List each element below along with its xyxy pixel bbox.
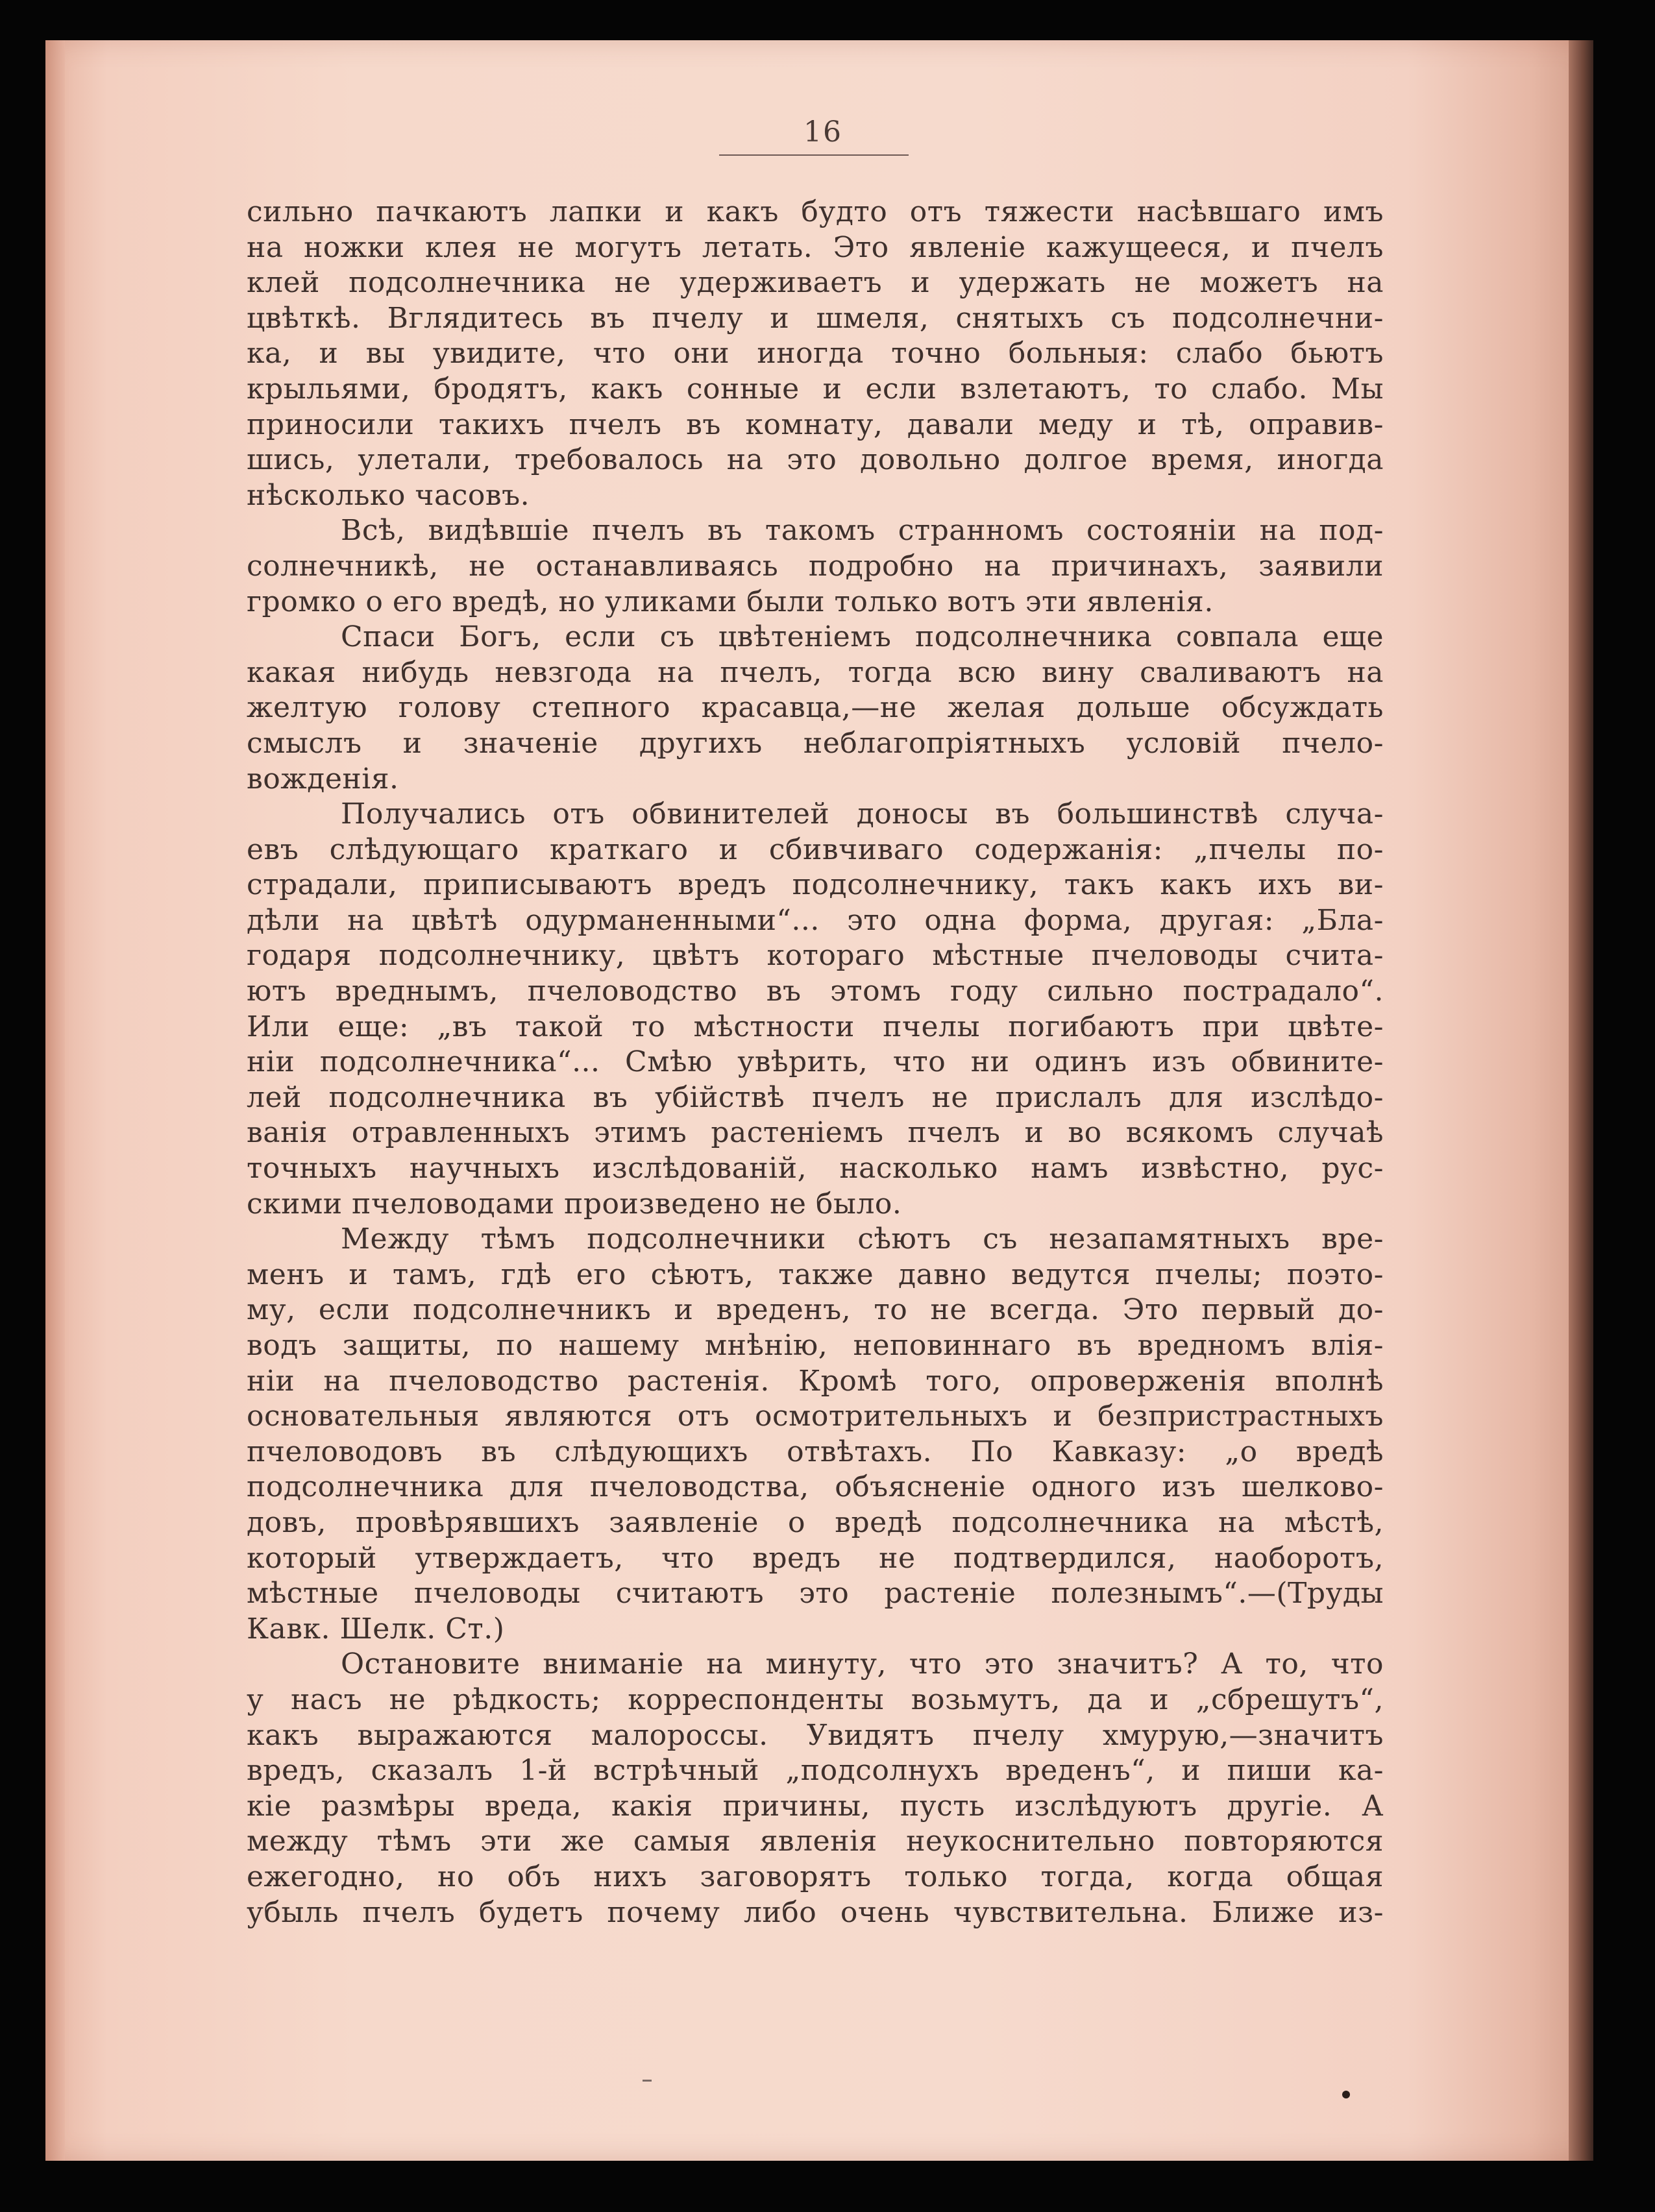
text-line: ежегодно, но объ нихъ заговорятъ только тогда, когда общая (247, 1860, 1384, 1893)
text-line: убыль пчелъ будетъ почему либо очень чувствительна. Ближе из- (247, 1895, 1384, 1929)
text-line: приносили такихъ пчелъ въ комнату, давали меду и тѣ, оправив- (247, 407, 1384, 441)
text-line: ютъ вреднымъ, пчеловодство въ этомъ году сильно пострадало“. (247, 975, 1384, 1008)
text-line: подсолнечника для пчеловодства, объясненіе одного изъ шелково- (247, 1470, 1384, 1504)
text-line: нѣсколько часовъ. (247, 478, 530, 512)
text-line: вожденія. (247, 762, 399, 796)
text-line: дѣли на цвѣтѣ одурманенными“... это одна форма, другая: „Бла- (247, 903, 1384, 937)
paragraph-start-line: Остановите вниманіе на минуту, что это значитъ? А то, что (341, 1647, 1384, 1681)
text-line: смыслъ и значеніе другихъ неблагопріятныхъ условій пчело- (247, 726, 1384, 760)
text-line: страдали, приписываютъ вредъ подсолнечнику, такъ какъ ихъ ви- (247, 868, 1384, 902)
text-line: водъ защиты, по нашему мнѣнію, неповиннаго въ вредномъ влія- (247, 1329, 1384, 1362)
text-line: который утверждаетъ, что вредъ не подтвердился, наоборотъ, (247, 1541, 1384, 1575)
text-line: менъ и тамъ, гдѣ его сѣютъ, также давно ведутся пчелы; поэто- (247, 1258, 1384, 1291)
text-line: мѣстные пчеловоды считаютъ это растеніе полезнымъ“.—(Труды (247, 1577, 1384, 1610)
page-binding-edge (1569, 40, 1593, 2161)
text-line: пчеловодовъ въ слѣдующихъ отвѣтахъ. По Кавказу: „о вредѣ (247, 1435, 1384, 1468)
text-line: вредъ, сказалъ 1-й встрѣчный „подсолнухъ вреденъ“, и пиши ка- (247, 1754, 1384, 1788)
paper-speck (643, 2080, 652, 2082)
text-line: на ножки клея не могутъ летать. Это явленіе кажущееся, и пчелъ (247, 230, 1384, 264)
paragraph-start-line: Между тѣмъ подсолнечники сѣютъ съ незапамятныхъ вре- (341, 1222, 1384, 1256)
text-line: довъ, провѣрявшихъ заявленіе о вредѣ подсолнечника на мѣстѣ, (247, 1505, 1384, 1539)
paragraph-start-line: Спаси Богъ, если съ цвѣтеніемъ подсолнечника совпала еще (341, 620, 1384, 654)
page-number: 16 (803, 115, 842, 149)
body-text (247, 195, 1384, 1930)
text-line: ніи на пчеловодство растенія. Кромѣ того, опроверженія вполнѣ (247, 1364, 1384, 1398)
text-line: евъ слѣдующаго краткаго и сбивчиваго содержанія: „пчелы по- (247, 833, 1384, 866)
text-line: лей подсолнечника въ убійствѣ пчелъ не прислалъ для изслѣдо- (247, 1080, 1384, 1114)
page-left-edge (45, 40, 65, 2161)
text-line: крыльями, бродятъ, какъ сонные и если взлетаютъ, то слабо. Мы (247, 372, 1384, 406)
text-line: Кавк. Шелк. Ст.) (247, 1612, 505, 1646)
text-line: какъ выражаются малороссы. Увидятъ пчелу хмурую,—значитъ (247, 1718, 1384, 1752)
text-line: ванія отравленныхъ этимъ растеніемъ пчелъ и во всякомъ случаѣ (247, 1116, 1384, 1150)
text-line: точныхъ научныхъ изслѣдованій, насколько намъ извѣстно, рус- (247, 1152, 1384, 1185)
ink-dot (1342, 2091, 1350, 2098)
text-line: ка, и вы увидите, что они иногда точно больныя: слабо бьютъ (247, 337, 1384, 371)
text-line: Или еще: „въ такой то мѣстности пчелы погибаютъ при цвѣте- (247, 1010, 1384, 1043)
text-line: клей подсолнечника не удерживаетъ и удержать не можетъ на (247, 266, 1384, 300)
text-line: громко о его вредѣ, но уликами были только вотъ эти явленія. (247, 585, 1214, 618)
paragraph-start-line: Всѣ, видѣвшіе пчелъ въ такомъ странномъ состояніи на под- (341, 514, 1384, 548)
text-line: солнечникѣ, не останавливаясь подробно на причинахъ, заявили (247, 549, 1384, 583)
text-line: цвѣткѣ. Вглядитесь въ пчелу и шмеля, снятыхъ съ подсолнечни- (247, 301, 1384, 335)
text-line: ніи подсолнечника“... Смѣю увѣрить, что ни одинъ изъ обвините- (247, 1045, 1384, 1079)
text-line: основательныя являются отъ осмотрительныхъ и безпристрастныхъ (247, 1400, 1384, 1433)
text-line: годаря подсолнечнику, цвѣтъ котораго мѣстные пчеловоды счита- (247, 939, 1384, 973)
text-line: кіе размѣры вреда, какія причины, пусть изслѣдуютъ другіе. А (247, 1789, 1384, 1823)
text-line: у насъ не рѣдкость; корреспонденты возьмутъ, да и „сбрешутъ“, (247, 1683, 1384, 1716)
text-line: скими пчеловодами произведено не было. (247, 1187, 902, 1221)
header-rule (719, 154, 909, 156)
paragraph-start-line: Получались отъ обвинителей доносы въ большинствѣ случа- (341, 797, 1384, 831)
text-line: какая нибудь невзгода на пчелъ, тогда всю вину сваливаютъ на (247, 655, 1384, 689)
text-line: му, если подсолнечникъ и вреденъ, то не всегда. Это первый до- (247, 1293, 1384, 1327)
text-line: сильно пачкаютъ лапки и какъ будто отъ тяжести насѣвшаго имъ (247, 195, 1384, 228)
text-line: желтую голову степного красавца,—не желая дольше обсуждать (247, 691, 1384, 725)
text-line: шись, улетали, требовалось на это довольно долгое время, иногда (247, 443, 1384, 477)
text-line: между тѣмъ эти же самыя явленія неукоснительно повторяются (247, 1825, 1384, 1858)
